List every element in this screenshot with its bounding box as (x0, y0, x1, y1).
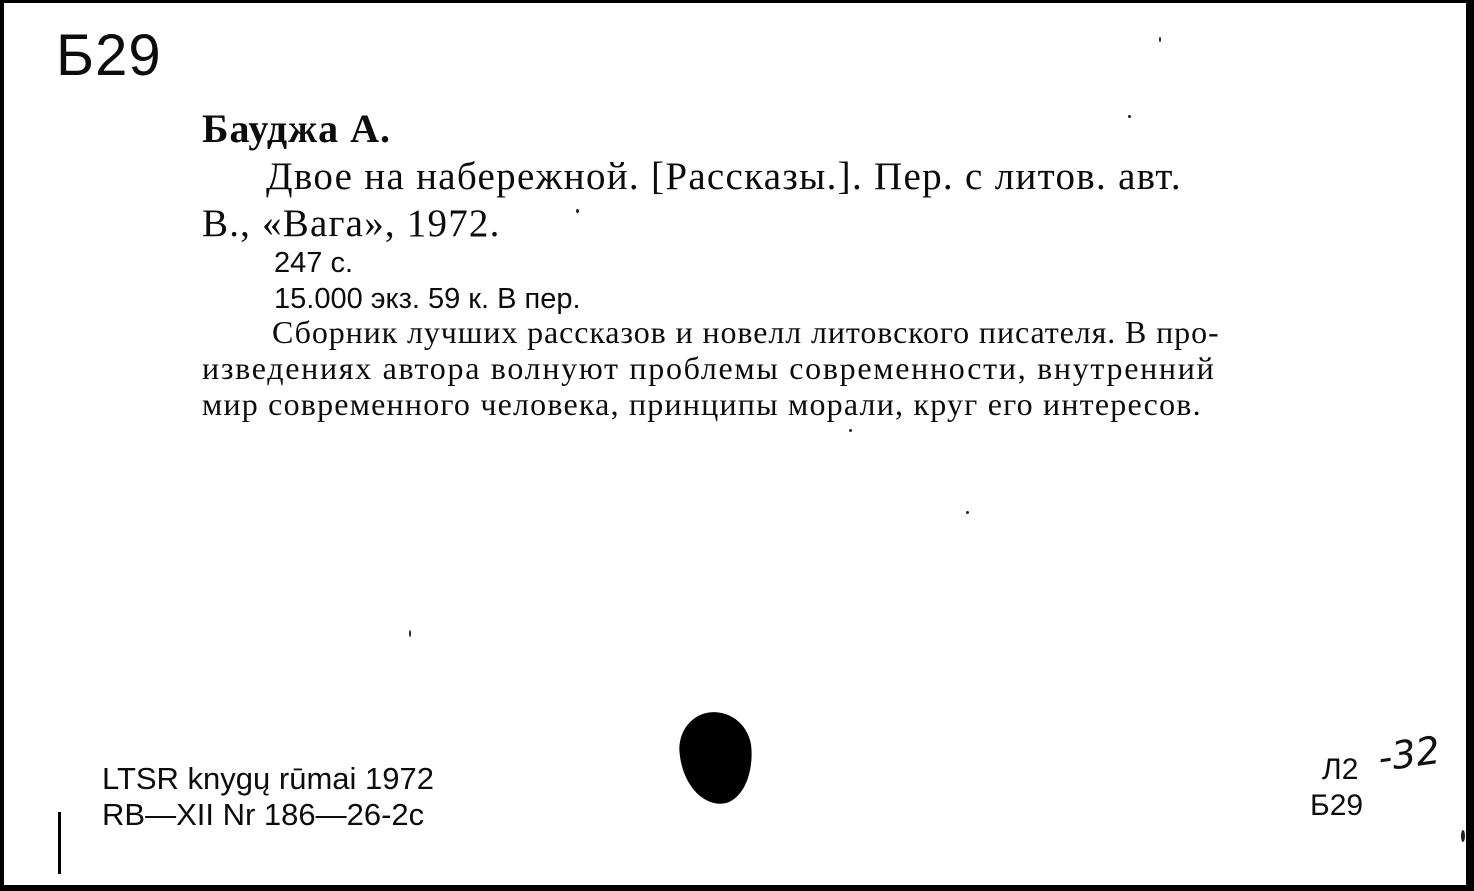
publisher-line-1: LTSR knygų rūmai 1972 (102, 761, 434, 796)
annotation-line-2: изведениях автора волнуют проблемы современности, внутренний (202, 350, 1216, 386)
speck (849, 429, 852, 432)
speck (576, 209, 579, 213)
handwritten-suffix: -32 (1375, 727, 1443, 781)
imprint-line: В., «Вага», 1972. (202, 202, 501, 245)
annotation-line-1: Сборник лучших рассказов и новелл литовского писателя. В про- (272, 314, 1220, 350)
title-line: Двое на набережной. [Рассказы.]. Пер. с литов. авт. (266, 155, 1182, 198)
edge-mark (58, 812, 61, 874)
publisher-line-2: RB—XII Nr 186—26-2c (102, 797, 425, 832)
shelf-code: Б29 (1310, 789, 1364, 822)
pages-line: 247 с. (274, 247, 353, 279)
print-info-line: 15.000 экз. 59 к. В пер. (274, 283, 581, 315)
corner-code: Б29 (56, 23, 162, 88)
speck (1159, 37, 1161, 42)
speck (966, 511, 969, 514)
annotation-line-3: мир современного человека, принципы морали, круг его интересов. (202, 386, 1202, 422)
punch-hole (677, 710, 755, 807)
class-code: Л2 (1322, 753, 1359, 786)
author-heading: Бауджа А. (202, 106, 392, 151)
speck (409, 630, 411, 637)
speck (1461, 830, 1465, 842)
catalog-card (4, 3, 1466, 885)
speck (1128, 115, 1131, 118)
